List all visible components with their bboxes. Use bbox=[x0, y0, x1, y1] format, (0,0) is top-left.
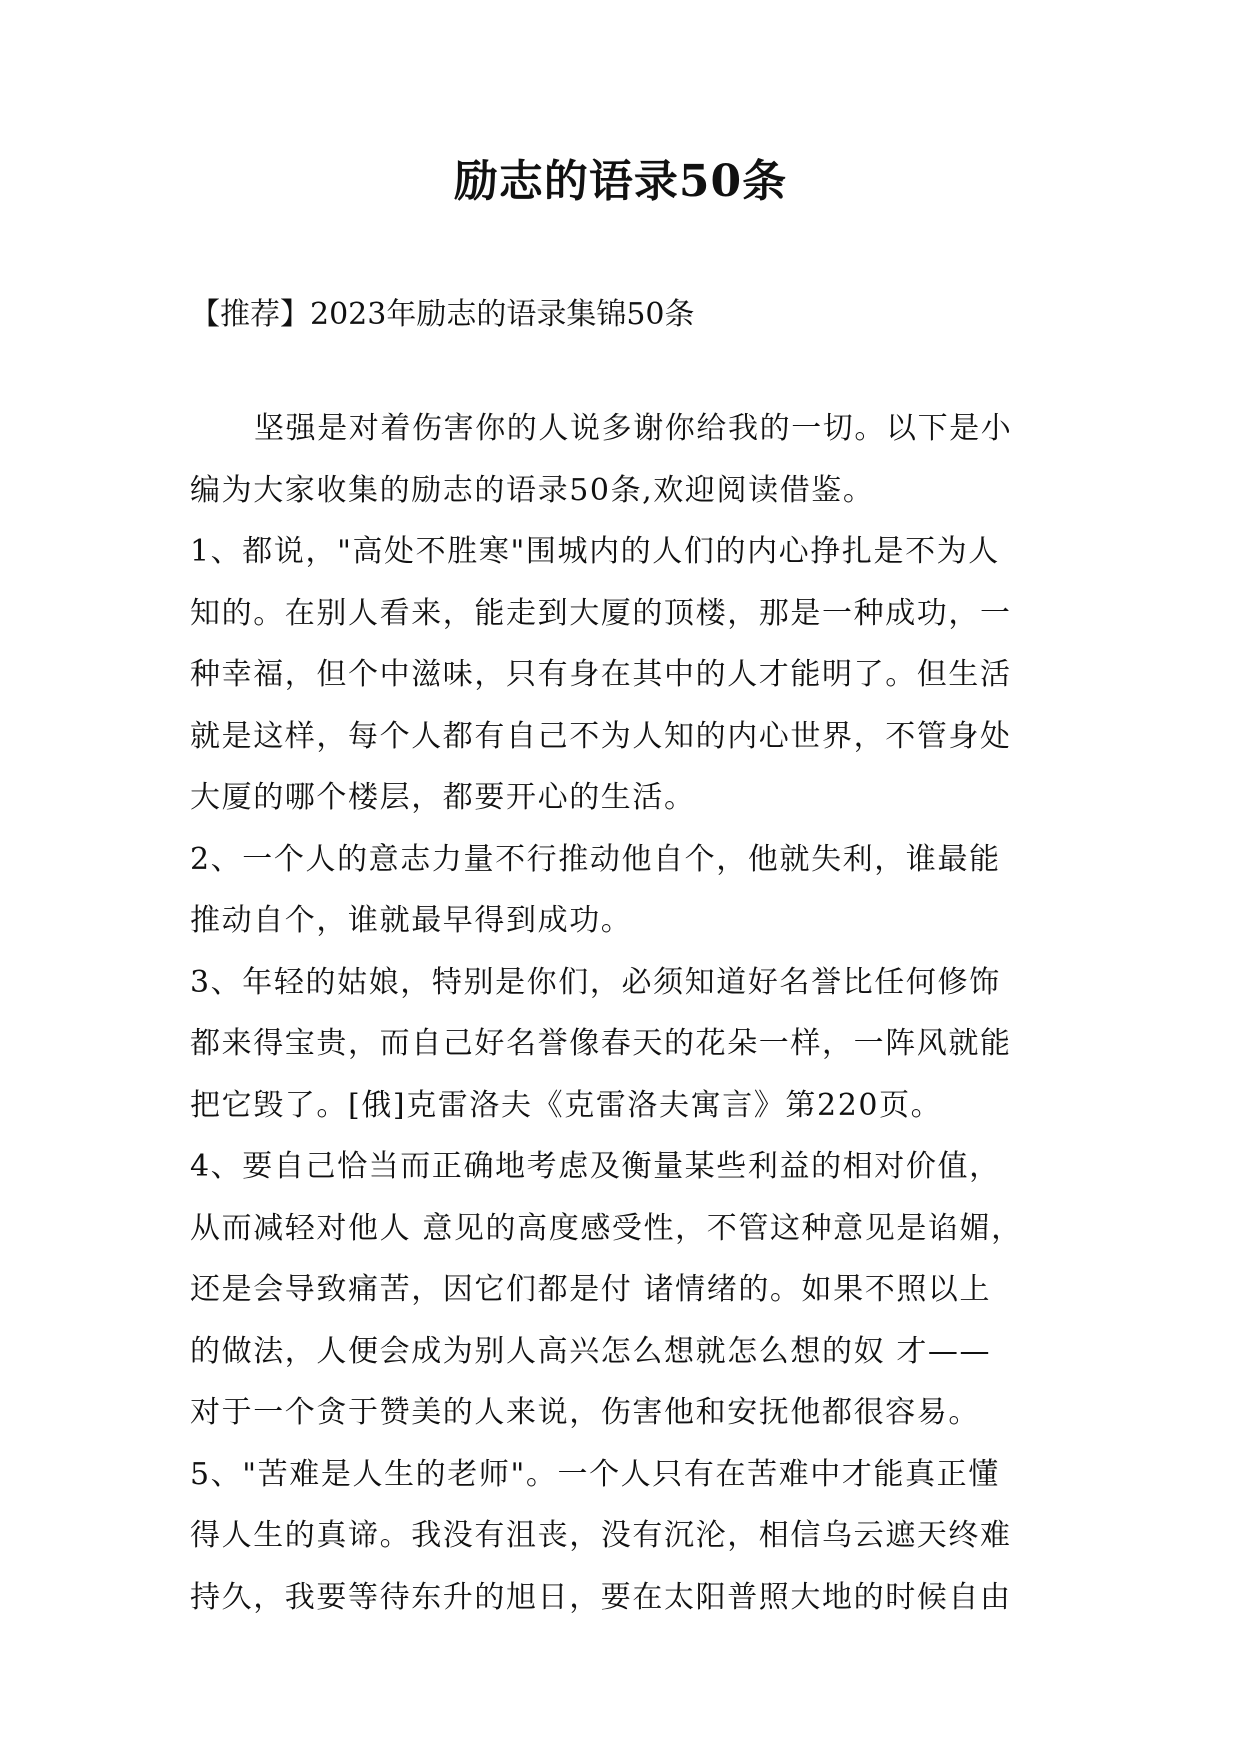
body-line: 持久，我要等待东升的旭日，要在太阳普照大地的时候自由 bbox=[190, 1579, 1012, 1615]
body-line: 就是这样，每个人都有自己不为人知的内心世界，不管身处 bbox=[190, 718, 1012, 754]
body-line: 种幸福，但个中滋味，只有身在其中的人才能明了。但生活 bbox=[190, 657, 1012, 692]
body-line: 对于一个贪于赞美的人来说，伤害他和安抚他都很容易。 bbox=[190, 1395, 980, 1430]
document-subtitle: 【推荐】2023年励志的语录集锦50条 bbox=[190, 297, 695, 332]
body-line: 把它毁了。[俄]克雷洛夫《克雷洛夫寓言》第220页。 bbox=[190, 1087, 943, 1123]
body-line: 都来得宝贵，而自己好名誉像春天的花朵一样，一阵风就能 bbox=[190, 1026, 1012, 1061]
body-line: 5、"苦难是人生的老师"。一个人只有在苦难中才能真正懂 bbox=[190, 1456, 1000, 1492]
body-line: 2、一个人的意志力量不行推动他自个，他就失利，谁最能 bbox=[190, 841, 1001, 877]
body-line: 大厦的哪个楼层，都要开心的生活。 bbox=[190, 780, 696, 815]
body-line: 坚强是对着伤害你的人说多谢你给我的一切。以下是小 bbox=[254, 411, 1013, 446]
body-line: 还是会导致痛苦，因它们都是付 诸情绪的。如果不照以上 bbox=[190, 1272, 992, 1307]
document-body bbox=[190, 407, 1070, 1637]
body-line: 4、要自己恰当而正确地考虑及衡量某些利益的相对价值， bbox=[190, 1149, 1001, 1184]
body-line: 推动自个，谁就最早得到成功。 bbox=[190, 903, 633, 938]
body-line: 1、都说，"高处不胜寒"围城内的人们的内心挣扎是不为人 bbox=[190, 534, 1000, 569]
body-line: 知的。在别人看来，能走到大厦的顶楼，那是一种成功，一 bbox=[190, 595, 1012, 631]
body-line: 得人生的真谛。我没有沮丧，没有沉沦，相信乌云遮天终难 bbox=[190, 1518, 1012, 1553]
document-title: 励志的语录50条 bbox=[453, 156, 788, 207]
body-line: 编为大家收集的励志的语录50条,欢迎阅读借鉴。 bbox=[190, 472, 875, 508]
body-line: 的做法，人便会成为别人高兴怎么想就怎么想的奴 才—— bbox=[190, 1333, 992, 1369]
body-line: 3、年轻的姑娘，特别是你们，必须知道好名誉比任何修饰 bbox=[190, 964, 1001, 1000]
body-line: 从而减轻对他人 意见的高度感受性，不管这种意见是谄媚， bbox=[190, 1210, 1023, 1246]
